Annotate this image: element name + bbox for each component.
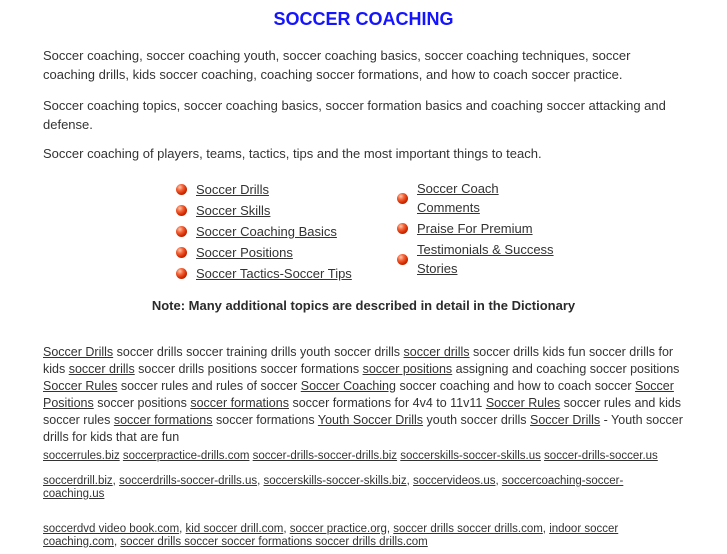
domain-row: soccerdrill.biz, soccerdrills-soccer-drills.us, soccerskills-soccer-skills.biz, soccervideos.us, soccercoaching-soccer-coaching.us — [43, 475, 624, 500]
seo-link[interactable]: Soccer Rules — [43, 379, 118, 393]
domain-link[interactable]: soccer-drills-soccer-drills.biz — [252, 450, 398, 462]
red-ball-bullet-icon — [397, 193, 408, 204]
topic-link[interactable]: Soccer Coaching Basics — [196, 224, 337, 239]
seo-link[interactable]: soccer drills — [68, 362, 135, 376]
domain-row: soccerdvd video book.com, kid soccer drill.com, soccer practice.org, soccer drills soccer drills.com, indoor soccer coaching.com, soccer drills soccer soccer formations soccer drills drills.com — [43, 523, 619, 548]
domain-link[interactable]: soccerpractice-drills.com — [122, 450, 250, 462]
topic-link[interactable]: Soccer Tactics-Soccer Tips — [196, 266, 352, 281]
page-title: SOCCER COACHING — [273, 9, 454, 29]
seo-link[interactable]: Soccer Drills — [43, 345, 114, 359]
topic-link[interactable]: Testimonials & Success Stories — [417, 242, 554, 276]
red-ball-bullet-icon — [176, 247, 187, 258]
domain-link[interactable]: indoor soccer coaching.com — [43, 523, 619, 548]
seo-link[interactable]: soccer positions — [362, 362, 453, 376]
seo-link[interactable]: Soccer Coaching — [300, 379, 396, 393]
domain-link[interactable]: soccerdvd video book.com — [43, 523, 180, 535]
intro-paragraph-3: Soccer coaching of players, teams, tactics, tips and the most important things to teach. — [43, 146, 542, 161]
intro-paragraph-2: Soccer coaching topics, soccer coaching basics, soccer formation basics and coaching soccer attacking and defense. — [43, 98, 666, 132]
seo-link[interactable]: soccer formations — [113, 413, 213, 427]
topic-item — [176, 221, 397, 242]
seo-link[interactable]: soccer formations — [190, 396, 289, 410]
domain-link[interactable]: soccerskills-soccer-skills.biz — [263, 475, 407, 487]
topic-item — [176, 263, 397, 284]
seo-link[interactable]: Soccer Rules — [485, 396, 561, 410]
intro-paragraph-1: Soccer coaching, soccer coaching youth, soccer coaching basics, soccer coaching techniques, soccer coaching drills, kids soccer coaching, coaching soccer formations, and how to coach soccer practice. — [43, 48, 631, 82]
domain-link[interactable]: soccerdrills-soccer-drills.us — [119, 475, 258, 487]
seo-link[interactable]: Soccer Drills — [530, 413, 601, 427]
topic-item — [176, 242, 397, 263]
topic-item — [397, 179, 607, 217]
red-ball-bullet-icon — [397, 254, 408, 265]
domain-link[interactable]: soccer drills soccer soccer formations soccer drills drills.com — [120, 536, 428, 548]
topic-list-right — [397, 179, 607, 284]
topic-link[interactable]: Soccer Drills — [196, 182, 269, 197]
domain-link[interactable]: soccercoaching-soccer-coaching.us — [43, 475, 624, 500]
page-container — [0, 9, 727, 549]
domain-rows — [43, 450, 684, 549]
dictionary-note: Note: Many additional topics are described in detail in the Dictionary — [151, 298, 576, 313]
red-ball-bullet-icon — [397, 223, 408, 234]
red-ball-bullet-icon — [176, 184, 187, 195]
red-ball-bullet-icon — [176, 205, 187, 216]
domain-link[interactable]: soccer-drills-soccer.us — [544, 450, 658, 462]
soccer-coaching-page — [0, 9, 727, 554]
topic-item — [397, 240, 607, 278]
domain-link[interactable]: soccerskills-soccer-skills.us — [400, 450, 541, 462]
red-ball-bullet-icon — [176, 268, 187, 279]
topic-item — [176, 179, 397, 200]
topic-link[interactable]: Soccer Skills — [196, 203, 271, 218]
domain-link[interactable]: soccer practice.org — [289, 523, 387, 535]
seo-link[interactable]: Soccer Positions — [43, 379, 674, 410]
topic-item — [176, 200, 397, 221]
topic-list-left — [176, 179, 397, 284]
domain-link[interactable]: soccerdrill.biz — [43, 475, 113, 487]
domain-link[interactable]: soccerrules.biz — [43, 450, 120, 462]
domain-link[interactable]: soccer drills soccer drills.com — [393, 523, 543, 535]
topic-link[interactable]: Soccer Positions — [196, 245, 293, 260]
domain-link[interactable]: soccervideos.us — [413, 475, 496, 487]
domain-link[interactable]: kid soccer drill.com — [185, 523, 284, 535]
seo-link[interactable]: Youth Soccer Drills — [317, 413, 424, 427]
domain-row — [43, 450, 684, 463]
topic-link[interactable]: Praise For Premium — [417, 221, 533, 236]
topic-item — [397, 219, 607, 238]
topic-link[interactable]: Soccer Coach Comments — [417, 181, 499, 215]
seo-link[interactable]: soccer drills — [403, 345, 470, 359]
topic-link-lists — [176, 179, 684, 284]
seo-paragraph: Soccer Drills soccer drills soccer training drills youth soccer drills soccer drills soccer drills kids fun soccer drills for kids soccer drills soccer drills positions soccer formations soccer positions assigning and coaching soccer positions Soccer Rules soccer rules and rules of soccer Soccer Coaching soccer coaching and how to coach soccer Soccer Positions soccer positions soccer formations soccer formations for 4v4 to 11v11 Soccer Rules soccer rules and kids soccer rules soccer formations soccer formations Youth Soccer Drills youth soccer drills Soccer Drills - Youth soccer drills for kids that are fun — [43, 345, 683, 444]
red-ball-bullet-icon — [176, 226, 187, 237]
